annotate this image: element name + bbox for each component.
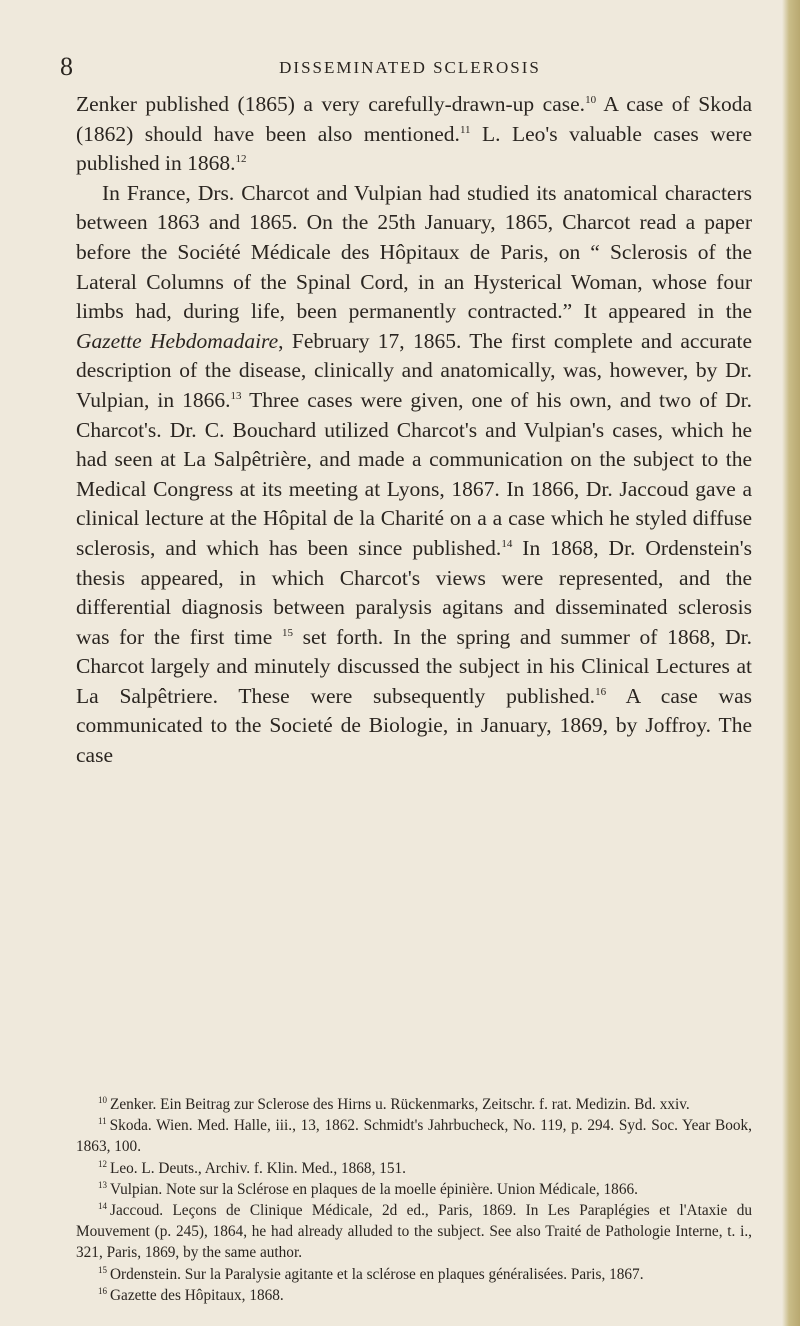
footnote (76, 1115, 752, 1157)
footnote (76, 1179, 752, 1200)
footnote (76, 1264, 752, 1285)
page-header (60, 52, 760, 82)
footnote-text: Zenker. Ein Beitrag zur Sclerose des Hirns u. Rückenmarks, Zeitschr. f. rat. Medizin. Bd. xxiv. (110, 1096, 690, 1113)
text-run: A case of Skoda (1862) should have been also mentioned. (76, 92, 752, 146)
footnote-number: 15 (98, 1264, 107, 1275)
footnote-ref: 10 (585, 93, 597, 106)
footnote-number: 12 (98, 1158, 107, 1169)
footnote-text: Jaccoud. Leçons de Clinique Médicale, 2d ed., Paris, 1869. In Les Paraplégies et l'Ataxie du Mouvement (p. 245), 1864, he had already alluded to the subject. See also Traité de Pathologie Interne, t. i., 321, Paris, 1869, by the same author. (76, 1202, 752, 1262)
footnote-text: Gazette des Hôpitaux, 1868. (110, 1286, 284, 1304)
body-text (76, 90, 752, 771)
footnote-ref: 15 (281, 626, 293, 639)
footnote-text: Leo. L. Deuts., Archiv. f. Klin. Med., 1868, 151. (110, 1159, 406, 1177)
text-run: A case was communicated to the Societé de Biologie, in January, 1869, by Joffroy. The case (76, 683, 752, 768)
text-run: Zenker published (1865) a very carefully-drawn-up case. (76, 92, 586, 116)
text-run: set forth. In the spring and summer of 1868, Dr. Charcot largely and minutely discussed the subject in his Clinical Lectures at La Salpêtriere. These were subsequently published. (76, 624, 752, 708)
footnote-ref: 13 (230, 389, 242, 402)
footnote-ref: 12 (235, 153, 247, 166)
footnote-number: 10 (98, 1094, 107, 1105)
page-edge-shadow (782, 0, 800, 1326)
journal-title: Gazette Hebdomadaire (76, 328, 279, 353)
footnote-text: Vulpian. Note sur la Sclérose en plaques de la moelle épinière. Union Médicale, 1866. (110, 1180, 638, 1198)
text-run: L. Leo's valuable cases were published in 1868. (76, 121, 752, 176)
footnote-number: 14 (98, 1200, 107, 1211)
page-number: 8 (60, 52, 73, 81)
footnote-number: 13 (98, 1179, 107, 1190)
footnotes (76, 1094, 752, 1306)
text-run: In France, Drs. Charcot and Vulpian had studied its anatomical characters between 1863 and 1865. On the 25th January, 1865, Charcot read a paper before the Société Médicale des Hôpitaux de Paris, on “ Sclerosis of the Lateral Columns of the Spinal Cord, in an Hysterical Woman, whose four limbs had, during life, been permanently contracted.” It appeared in the (76, 180, 752, 324)
footnote-text: Ordenstein. Sur la Paralysie agitante et la sclérose en plaques généralisées. Paris, 1867. (110, 1265, 644, 1283)
text-run: Three cases were given, one of his own, and two of Dr. Charcot's. Dr. C. Bouchard utilized Charcot's and Vulpian's cases, which he had seen at La Salpêtrière, and made a communication on the subject to the Medical Congress at its meeting at Lyons, 1867. In 1866, Dr. Jaccoud gave a clinical lecture at the Hôpital de la Charité on a a case which he styled diffuse sclerosis, and which has been since published. (76, 387, 752, 560)
footnote (76, 1094, 752, 1115)
footnote-text: Skoda. Wien. Med. Halle, iii., 13, 1862. Schmidt's Jahrbucheck, No. 119, p. 294. Syd. Soc. Year Book, 1863, 100. (76, 1117, 752, 1156)
footnote (76, 1285, 752, 1306)
text-run: , February 17, 1865. The first complete and accurate description of the disease, clinically and anatomically, was, however, by Dr. Vulpian, in 1866. (76, 328, 752, 412)
footnote-number: 16 (98, 1285, 107, 1296)
footnote-ref: 14 (501, 537, 513, 550)
running-title: DISSEMINATED SCLEROSIS (279, 58, 541, 77)
footnote (76, 1158, 752, 1179)
paragraph-zenker (76, 90, 752, 179)
text-run: In 1868, Dr. Ordenstein's thesis appeared, in which Charcot's views were represented, and the differential diagnosis between paralysis agitans and disseminated sclerosis was for the first time (76, 535, 752, 649)
paragraph-france (76, 179, 752, 771)
footnote-ref: 11 (459, 123, 471, 136)
footnote-ref: 16 (595, 685, 607, 698)
footnote (76, 1200, 752, 1264)
footnote-number: 11 (98, 1116, 107, 1127)
